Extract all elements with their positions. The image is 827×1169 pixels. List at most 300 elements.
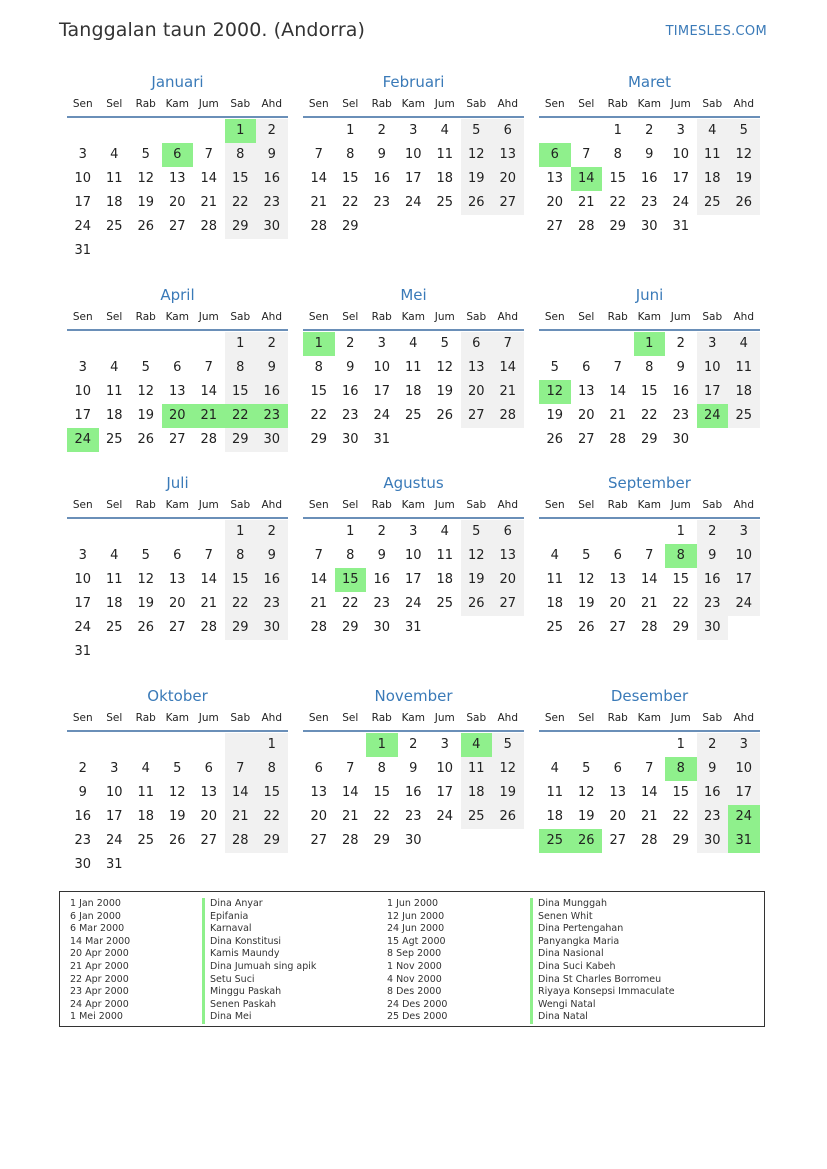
empty-day-cell <box>67 119 99 143</box>
day-cell: 16 <box>256 380 288 404</box>
empty-day-cell <box>602 520 634 544</box>
empty-day-cell <box>539 119 571 143</box>
weekday-header <box>303 309 524 331</box>
day-cell: 17 <box>74 408 92 423</box>
day-cell: 10 <box>728 757 760 781</box>
day-cell: 30 <box>640 219 658 234</box>
day-cell: 30 <box>404 833 422 848</box>
legend-holiday-name: Wengi Natal <box>530 999 675 1012</box>
legend-holiday-name: Riyaya Konsepsi Immaculate <box>530 986 675 999</box>
day-cell: 24 <box>404 596 422 611</box>
day-cell: 27 <box>609 833 627 848</box>
weekday-label: Jum <box>670 98 691 110</box>
day-cell: 15 <box>225 380 257 404</box>
day-cell: 17 <box>74 195 92 210</box>
day-cell: 22 <box>341 596 359 611</box>
weekday-label: Rab <box>607 712 628 724</box>
weekday-label: Rab <box>607 98 628 110</box>
legend-names-col-2 <box>530 898 675 1024</box>
day-cell: 2 <box>645 123 654 138</box>
weekday-header <box>303 497 524 519</box>
day-cell: 26 <box>137 620 155 635</box>
day-cell: 15 <box>672 785 690 800</box>
day-cell: 19 <box>137 596 155 611</box>
day-cell: 10 <box>74 384 92 399</box>
day-cell: 17 <box>728 781 760 805</box>
day-cell: 4 <box>440 123 449 138</box>
day-cell: 17 <box>728 568 760 592</box>
day-cell: 18 <box>105 195 123 210</box>
day-cell: 23 <box>341 408 359 423</box>
day-cell: 17 <box>672 171 690 186</box>
day-cell: 29 <box>373 833 391 848</box>
empty-day-cell <box>256 640 288 664</box>
day-cell: 12 <box>461 143 493 167</box>
day-cell: 4 <box>728 332 760 356</box>
weekday-label: Sab <box>702 98 723 110</box>
day-cell: 2 <box>409 737 418 752</box>
legend-holiday-name: Karnaval <box>202 923 316 936</box>
day-cell: 5 <box>461 119 493 143</box>
legend-holiday-name: Dina Anyar <box>202 898 316 911</box>
day-cell: 12 <box>461 544 493 568</box>
weekday-label: Jum <box>198 712 219 724</box>
weekday-header <box>539 497 760 519</box>
day-cell: 19 <box>436 384 454 399</box>
empty-day-cell <box>571 119 603 143</box>
empty-day-cell <box>539 520 571 544</box>
day-cell: 3 <box>409 123 418 138</box>
day-cell: 21 <box>225 805 257 829</box>
empty-day-cell <box>162 640 194 664</box>
weekday-label: Sab <box>702 712 723 724</box>
weekday-label: Jum <box>670 311 691 323</box>
weekday-label: Sab <box>466 499 487 511</box>
day-cell: 5 <box>582 548 591 563</box>
empty-day-cell <box>193 332 225 356</box>
day-cell: 23 <box>373 596 391 611</box>
day-cell: 26 <box>492 805 524 829</box>
month-agustus <box>303 473 524 640</box>
holiday-day-cell: 8 <box>665 757 697 781</box>
day-cell: 8 <box>346 147 355 162</box>
day-cell: 20 <box>461 380 493 404</box>
day-cell: 24 <box>74 620 92 635</box>
weekday-label: Kam <box>401 98 425 110</box>
day-cell: 10 <box>404 147 422 162</box>
day-cell: 18 <box>728 380 760 404</box>
weekday-label: Ahd <box>261 311 282 323</box>
day-cell: 2 <box>256 119 288 143</box>
day-cell: 14 <box>640 785 658 800</box>
day-cell: 16 <box>640 171 658 186</box>
day-cell: 5 <box>141 548 150 563</box>
day-cell: 12 <box>577 572 595 587</box>
day-cell: 13 <box>168 384 186 399</box>
day-cell: 16 <box>256 568 288 592</box>
day-cell: 24 <box>373 408 391 423</box>
day-cell: 28 <box>640 833 658 848</box>
month-title: Januari <box>151 73 204 91</box>
day-cell: 27 <box>168 620 186 635</box>
day-cell: 8 <box>225 544 257 568</box>
day-cell: 12 <box>492 757 524 781</box>
legend-holiday-name: Dina Konstitusi <box>202 936 316 949</box>
day-cell: 6 <box>492 119 524 143</box>
day-grid <box>303 733 524 853</box>
day-cell: 13 <box>310 785 328 800</box>
month-januari <box>67 72 288 263</box>
day-cell: 17 <box>404 572 422 587</box>
day-grid <box>539 733 760 853</box>
day-cell: 30 <box>341 432 359 447</box>
day-cell: 19 <box>546 408 564 423</box>
day-cell: 12 <box>137 171 155 186</box>
month-title: Mei <box>400 286 427 304</box>
holiday-day-cell: 24 <box>728 805 760 829</box>
day-cell: 7 <box>492 332 524 356</box>
day-cell: 29 <box>640 432 658 447</box>
day-cell: 9 <box>377 147 386 162</box>
day-cell: 29 <box>341 219 359 234</box>
weekday-label: Sab <box>230 712 251 724</box>
holiday-day-cell: 6 <box>539 143 571 167</box>
day-cell: 22 <box>609 195 627 210</box>
day-cell: 28 <box>341 833 359 848</box>
day-cell: 15 <box>640 384 658 399</box>
day-cell: 28 <box>640 620 658 635</box>
legend-holiday-name: Dina Suci Kabeh <box>530 961 675 974</box>
day-cell: 29 <box>341 620 359 635</box>
empty-day-cell <box>99 239 131 263</box>
month-title: November <box>374 687 453 705</box>
weekday-label: Ahd <box>497 311 518 323</box>
day-cell: 25 <box>436 195 454 210</box>
day-cell: 8 <box>225 356 257 380</box>
day-cell: 8 <box>225 143 257 167</box>
legend-date: 1 Jan 2000 <box>70 898 121 909</box>
empty-day-cell <box>539 733 571 757</box>
weekday-label: Kam <box>165 712 189 724</box>
weekday-label: Jum <box>434 98 455 110</box>
weekday-header <box>67 309 288 331</box>
day-cell: 9 <box>409 761 418 776</box>
empty-day-cell <box>130 853 162 877</box>
empty-day-cell <box>461 215 493 239</box>
weekday-header <box>539 96 760 118</box>
weekday-label: Sel <box>578 712 595 724</box>
day-cell: 17 <box>105 809 123 824</box>
day-cell: 27 <box>492 191 524 215</box>
day-cell: 3 <box>377 336 386 351</box>
weekday-label: Sel <box>342 98 359 110</box>
day-cell: 30 <box>256 616 288 640</box>
weekday-label: Kam <box>401 499 425 511</box>
day-cell: 23 <box>640 195 658 210</box>
empty-day-cell <box>162 119 194 143</box>
weekday-label: Sel <box>578 98 595 110</box>
day-cell: 1 <box>225 520 257 544</box>
day-cell: 26 <box>461 592 493 616</box>
empty-day-cell <box>162 332 194 356</box>
day-cell: 1 <box>346 524 355 539</box>
empty-day-cell <box>225 239 257 263</box>
empty-day-cell <box>398 215 430 239</box>
weekday-label: Kam <box>637 499 661 511</box>
day-cell: 1 <box>256 733 288 757</box>
weekday-label: Jum <box>670 712 691 724</box>
weekday-label: Sab <box>466 98 487 110</box>
day-cell: 23 <box>256 592 288 616</box>
day-cell: 6 <box>461 332 493 356</box>
empty-day-cell <box>571 332 603 356</box>
day-cell: 2 <box>78 761 87 776</box>
day-grid <box>303 119 524 239</box>
empty-day-cell <box>303 520 335 544</box>
day-cell: 26 <box>577 620 595 635</box>
weekday-label: Sen <box>308 712 329 724</box>
day-cell: 16 <box>404 785 422 800</box>
empty-day-cell <box>130 239 162 263</box>
day-cell: 21 <box>310 195 328 210</box>
day-cell: 31 <box>105 857 123 872</box>
day-cell: 24 <box>74 219 92 234</box>
day-cell: 6 <box>173 548 182 563</box>
day-cell: 12 <box>728 143 760 167</box>
day-cell: 22 <box>640 408 658 423</box>
day-cell: 26 <box>168 833 186 848</box>
day-cell: 11 <box>105 572 123 587</box>
day-cell: 27 <box>609 620 627 635</box>
day-cell: 3 <box>78 360 87 375</box>
empty-day-cell <box>99 640 131 664</box>
day-cell: 20 <box>546 195 564 210</box>
day-cell: 25 <box>728 404 760 428</box>
weekday-label: Sel <box>106 499 123 511</box>
day-cell: 21 <box>640 809 658 824</box>
legend-holiday-name: Panyangka Maria <box>530 936 675 949</box>
day-grid <box>539 332 760 452</box>
day-cell: 1 <box>346 123 355 138</box>
month-juli <box>67 473 288 664</box>
legend-date: 21 Apr 2000 <box>70 960 129 972</box>
day-cell: 30 <box>373 620 391 635</box>
weekday-label: Sab <box>702 499 723 511</box>
day-cell: 19 <box>168 809 186 824</box>
weekday-label: Sel <box>106 712 123 724</box>
page-title: Tanggalan taun 2000. (Andorra) <box>59 19 366 41</box>
weekday-label: Sab <box>466 712 487 724</box>
day-cell: 11 <box>105 171 123 186</box>
day-cell: 29 <box>225 616 257 640</box>
legend-holiday-name: Dina Nasional <box>530 948 675 961</box>
empty-day-cell <box>571 520 603 544</box>
weekday-label: Kam <box>637 311 661 323</box>
day-cell: 11 <box>728 356 760 380</box>
day-cell: 30 <box>74 857 92 872</box>
day-cell: 5 <box>461 520 493 544</box>
empty-day-cell <box>728 428 760 452</box>
day-cell: 2 <box>346 336 355 351</box>
weekday-label: Kam <box>401 311 425 323</box>
day-cell: 26 <box>436 408 454 423</box>
day-cell: 22 <box>225 191 257 215</box>
day-cell: 18 <box>546 809 564 824</box>
day-cell: 14 <box>200 384 218 399</box>
legend-holiday-name: Setu Suci <box>202 974 316 987</box>
day-cell: 11 <box>404 360 422 375</box>
day-cell: 4 <box>697 119 729 143</box>
day-cell: 6 <box>204 761 213 776</box>
empty-day-cell <box>225 733 257 757</box>
day-cell: 16 <box>256 167 288 191</box>
holiday-day-cell: 14 <box>571 167 603 191</box>
weekday-label: Sen <box>308 98 329 110</box>
day-cell: 7 <box>645 761 654 776</box>
day-cell: 23 <box>74 833 92 848</box>
weekday-header <box>539 710 760 732</box>
weekday-label: Rab <box>371 712 392 724</box>
day-cell: 15 <box>225 568 257 592</box>
day-cell: 27 <box>168 432 186 447</box>
weekday-header <box>67 710 288 732</box>
day-cell: 21 <box>609 408 627 423</box>
day-cell: 11 <box>436 147 454 162</box>
day-cell: 24 <box>404 195 422 210</box>
empty-day-cell <box>193 640 225 664</box>
empty-day-cell <box>429 616 461 640</box>
day-cell: 14 <box>310 572 328 587</box>
day-cell: 15 <box>672 572 690 587</box>
legend-holiday-name: Dina Pertengahan <box>530 923 675 936</box>
day-cell: 4 <box>550 761 559 776</box>
day-cell: 13 <box>168 171 186 186</box>
weekday-label: Sen <box>308 311 329 323</box>
day-cell: 20 <box>492 167 524 191</box>
empty-day-cell <box>697 215 729 239</box>
day-cell: 29 <box>225 428 257 452</box>
day-cell: 1 <box>613 123 622 138</box>
empty-day-cell <box>492 616 524 640</box>
empty-day-cell <box>461 829 493 853</box>
weekday-label: Sel <box>578 311 595 323</box>
day-cell: 18 <box>404 384 422 399</box>
holiday-legend <box>59 891 765 1027</box>
day-cell: 7 <box>225 757 257 781</box>
day-cell: 15 <box>373 785 391 800</box>
day-cell: 8 <box>377 761 386 776</box>
weekday-label: Jum <box>670 499 691 511</box>
day-cell: 13 <box>546 171 564 186</box>
day-cell: 22 <box>341 195 359 210</box>
month-desember <box>539 686 760 853</box>
day-cell: 15 <box>310 384 328 399</box>
empty-day-cell <box>256 853 288 877</box>
day-cell: 9 <box>697 544 729 568</box>
day-cell: 7 <box>204 548 213 563</box>
holiday-day-cell: 15 <box>335 568 367 592</box>
day-cell: 15 <box>341 171 359 186</box>
day-cell: 5 <box>141 360 150 375</box>
day-cell: 7 <box>346 761 355 776</box>
day-cell: 19 <box>461 568 493 592</box>
day-cell: 31 <box>74 243 92 258</box>
empty-day-cell <box>728 215 760 239</box>
weekday-label: Rab <box>371 311 392 323</box>
legend-date: 8 Sep 2000 <box>387 948 442 960</box>
legend-date: 1 Mei 2000 <box>70 1011 123 1023</box>
weekday-label: Sel <box>342 499 359 511</box>
day-cell: 13 <box>609 785 627 800</box>
weekday-label: Ahd <box>261 499 282 511</box>
day-grid <box>303 332 524 452</box>
day-cell: 11 <box>461 757 493 781</box>
day-cell: 16 <box>74 809 92 824</box>
empty-day-cell <box>130 640 162 664</box>
weekday-label: Jum <box>198 98 219 110</box>
empty-day-cell <box>303 733 335 757</box>
holiday-day-cell: 1 <box>634 332 666 356</box>
day-cell: 27 <box>200 833 218 848</box>
weekday-label: Jum <box>198 311 219 323</box>
empty-day-cell <box>130 332 162 356</box>
day-cell: 14 <box>225 781 257 805</box>
day-cell: 27 <box>492 592 524 616</box>
day-cell: 24 <box>672 195 690 210</box>
day-cell: 9 <box>377 548 386 563</box>
day-cell: 10 <box>697 356 729 380</box>
empty-day-cell <box>193 520 225 544</box>
holiday-day-cell: 23 <box>256 404 288 428</box>
month-title: Desember <box>610 687 689 705</box>
holiday-day-cell: 4 <box>461 733 493 757</box>
month-september <box>539 473 760 640</box>
holiday-day-cell: 20 <box>162 404 194 428</box>
legend-dates-col-1 <box>70 898 130 1024</box>
weekday-header <box>303 96 524 118</box>
month-title: April <box>160 286 195 304</box>
legend-holiday-name: Minggu Paskah <box>202 986 316 999</box>
weekday-header <box>67 96 288 118</box>
weekday-label: Sen <box>544 712 565 724</box>
day-cell: 3 <box>78 147 87 162</box>
month-maret <box>539 72 760 239</box>
day-cell: 20 <box>168 195 186 210</box>
day-cell: 27 <box>461 404 493 428</box>
day-cell: 8 <box>645 360 654 375</box>
day-cell: 30 <box>256 428 288 452</box>
site-logo-link[interactable]: TIMESLES.COM <box>665 24 767 39</box>
weekday-label: Ahd <box>733 311 754 323</box>
day-cell: 10 <box>105 785 123 800</box>
day-cell: 26 <box>137 432 155 447</box>
day-cell: 23 <box>697 592 729 616</box>
day-cell: 13 <box>200 785 218 800</box>
empty-day-cell <box>67 520 99 544</box>
day-cell: 13 <box>609 572 627 587</box>
day-cell: 23 <box>373 195 391 210</box>
month-februari <box>303 72 524 239</box>
empty-day-cell <box>602 332 634 356</box>
month-mei <box>303 285 524 452</box>
legend-holiday-name: Epifania <box>202 911 316 924</box>
day-cell: 29 <box>672 620 690 635</box>
empty-day-cell <box>193 733 225 757</box>
empty-day-cell <box>225 853 257 877</box>
day-grid <box>539 520 760 640</box>
weekday-label: Rab <box>607 499 628 511</box>
day-cell: 31 <box>672 219 690 234</box>
